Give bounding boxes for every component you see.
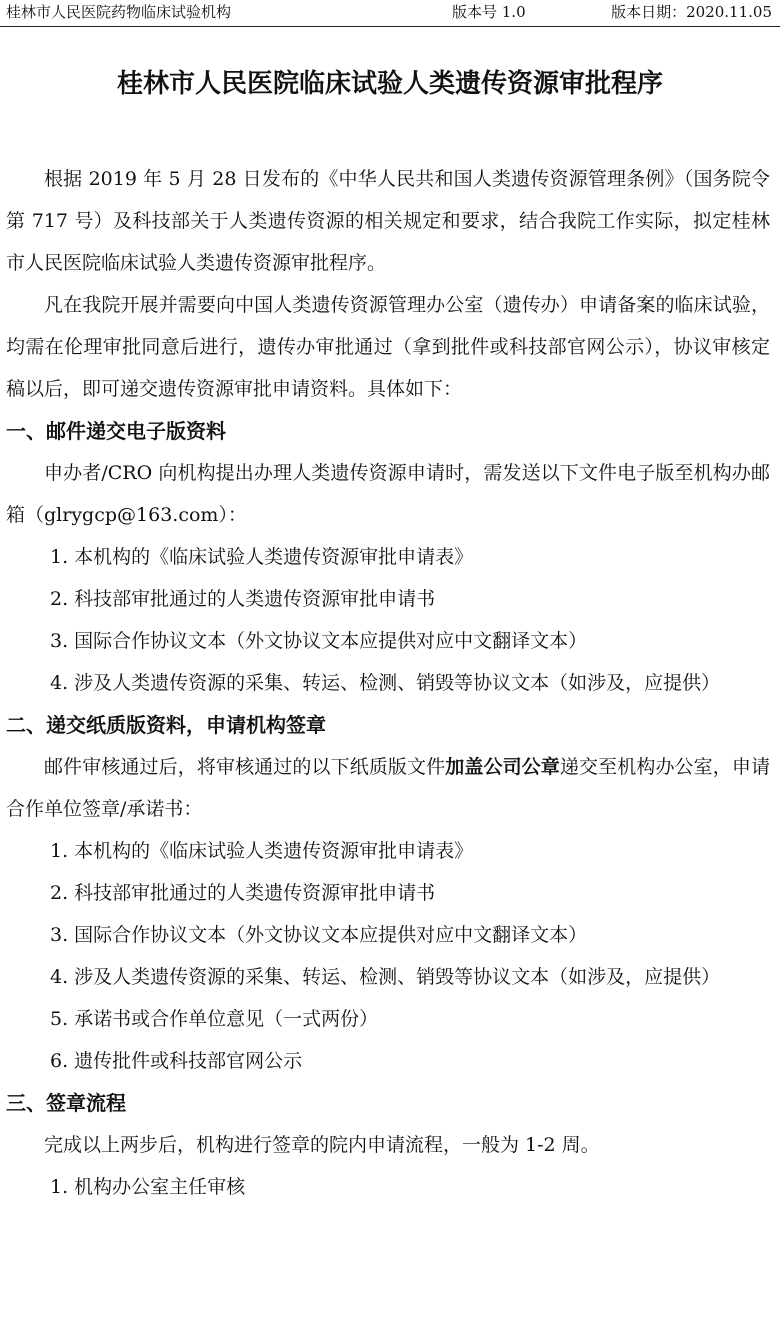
header-version: 版本号 1.0 [452,3,526,21]
section-1-heading: 一、邮件递交电子版资料 [6,419,226,443]
header-version-date: 版本日期：2020.11.05 [611,3,772,21]
section-2-item: 1. 本机构的《临床试验人类遗传资源审批申请表》 [50,840,474,862]
section-2-item: 2. 科技部审批通过的人类遗传资源审批申请书 [50,882,436,904]
section-2-paragraph [6,746,770,830]
section-2-paragraph-start: 邮件审核通过后，将审核通过的以下纸质版文件 [44,756,446,778]
section-3-paragraph: 完成以上两步后，机构进行签章的院内申请流程，一般为 1-2 周。 [44,1134,600,1156]
section-2-heading: 二、递交纸质版资料，申请机构签章 [6,713,326,737]
section-2-item: 3. 国际合作协议文本（外文协议文本应提供对应中文翻译文本） [50,924,588,946]
section-1-item: 4. 涉及人类遗传资源的采集、转运、检测、销毁等协议文本（如涉及，应提供） [50,672,721,694]
section-1-item: 1. 本机构的《临床试验人类遗传资源审批申请表》 [50,546,474,568]
section-1-item: 2. 科技部审批通过的人类遗传资源审批申请书 [50,588,436,610]
section-2-paragraph-end: 递交至机构办公室，申请合作单位签章/承诺书： [6,756,770,820]
section-1-paragraph: 申办者/CRO 向机构提出办理人类遗传资源申请时，需发送以下文件电子版至机构办邮箱（glrygcp@163.com）： [6,462,770,526]
intro-paragraph-1: 根据 2019 年 5 月 28 日发布的《中华人民共和国人类遗传资源管理条例》（国务院令第 717 号）及科技部关于人类遗传资源的相关规定和要求，结合我院工作实际，拟定桂林市人民医院临床试验人类遗传资源审批程序。 [6,168,770,274]
section-2-item: 5. 承诺书或合作单位意见（一式两份） [50,1008,379,1030]
document-body [6,158,770,1208]
page-header [0,0,780,27]
header-organization: 桂林市人民医院药物临床试验机构 [6,3,232,21]
section-3-item: 1. 机构办公室主任审核 [50,1176,246,1198]
document-title: 桂林市人民医院临床试验人类遗传资源审批程序 [116,69,663,99]
section-2-paragraph-emphasis: 加盖公司公章 [445,756,560,778]
section-1-item: 3. 国际合作协议文本（外文协议文本应提供对应中文翻译文本） [50,630,588,652]
section-2-item: 6. 遗传批件或科技部官网公示 [50,1050,303,1072]
intro-paragraph-2: 凡在我院开展并需要向中国人类遗传资源管理办公室（遗传办）申请备案的临床试验，均需在伦理审批同意后进行，遗传办审批通过（拿到批件或科技部官网公示），协议审核定稿以后，即可递交遗传资源审批申请资料。具体如下： [6,294,770,400]
section-2-item: 4. 涉及人类遗传资源的采集、转运、检测、销毁等协议文本（如涉及，应提供） [50,966,721,988]
section-3-heading: 三、签章流程 [6,1091,126,1115]
